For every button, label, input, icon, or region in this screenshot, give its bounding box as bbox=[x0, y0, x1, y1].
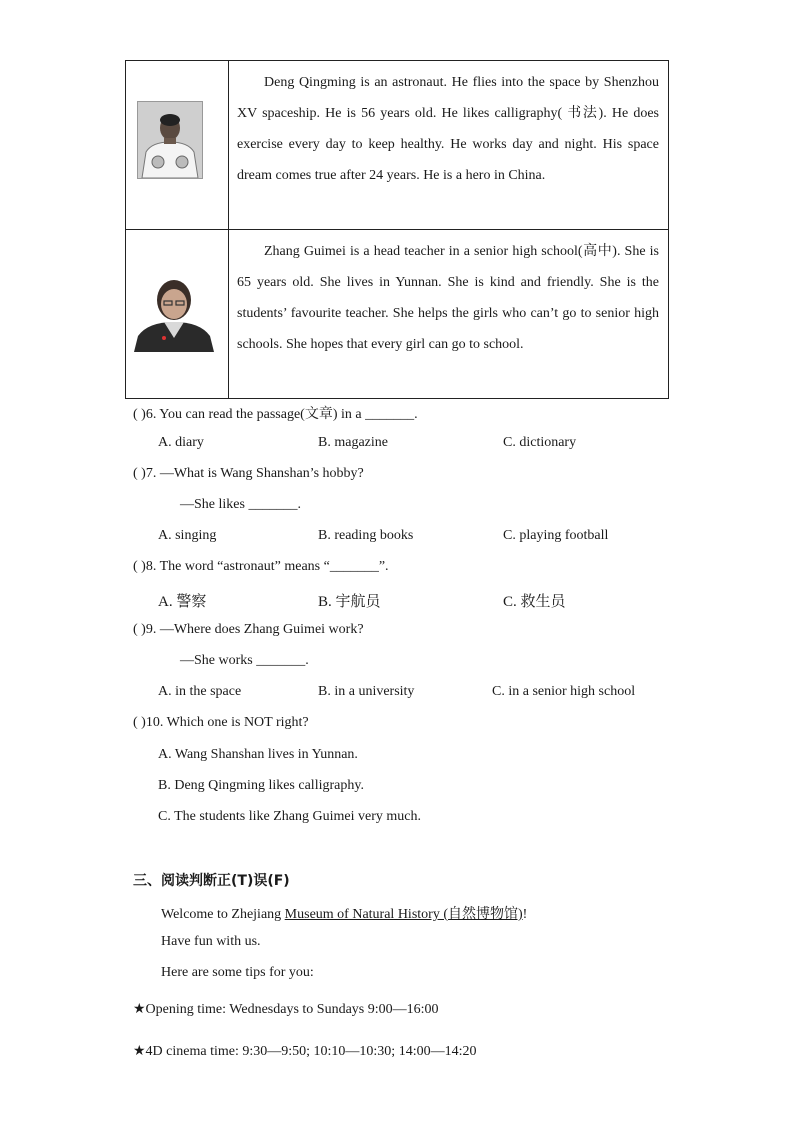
question-8-option-b[interactable]: B. 宇航员 bbox=[318, 594, 381, 610]
photo-cell bbox=[126, 61, 229, 230]
passage-zhang: Zhang Guimei is a head teacher in a senior high school(高中). She is 65 years old. She lives in Yunnan. She is kind and friendly. She is the students’ favourite teacher. She helps the girls who can’t go to senior high schools. She hopes that every girl can go to school. bbox=[237, 244, 659, 352]
tip-cinema-time: ★4D cinema time: 9:30—9:50; 10:10—10:30; 14:00—14:20 bbox=[133, 1044, 477, 1059]
question-6-option-b[interactable]: B. magazine bbox=[318, 435, 388, 450]
question-8-option-c[interactable]: C. 救生员 bbox=[503, 594, 566, 610]
question-6-option-c[interactable]: C. dictionary bbox=[503, 435, 577, 450]
question-10-option-c[interactable]: C. The students like Zhang Guimei very much. bbox=[158, 809, 421, 824]
question-10-option-b[interactable]: B. Deng Qingming likes calligraphy. bbox=[158, 778, 364, 793]
section-3-title: 三、阅读判断正(T)误(F) bbox=[133, 873, 290, 889]
question-7-option-a[interactable]: A. singing bbox=[158, 528, 217, 543]
question-9-option-a[interactable]: A. in the space bbox=[158, 684, 242, 699]
question-7-stem-2: —She likes _______. bbox=[180, 497, 301, 512]
welcome-line bbox=[161, 903, 527, 923]
photo-cell bbox=[126, 230, 229, 399]
question-9-option-b[interactable]: B. in a university bbox=[318, 684, 415, 699]
question-10-option-a[interactable]: A. Wang Shanshan lives in Yunnan. bbox=[158, 747, 358, 762]
welcome-end: ! bbox=[522, 907, 528, 922]
question-7-option-b[interactable]: B. reading books bbox=[318, 528, 414, 543]
question-9-option-c[interactable]: C. in a senior high school bbox=[492, 684, 636, 699]
teacher-photo bbox=[134, 276, 214, 352]
question-9-stem-2: —She works _______. bbox=[180, 653, 309, 668]
question-8-stem: ( )8. The word “astronaut” means “_______”. bbox=[133, 559, 389, 574]
astronaut-photo bbox=[137, 101, 203, 179]
passage-text-cell bbox=[229, 230, 669, 399]
tip-opening-time: ★Opening time: Wednesdays to Sundays 9:00—16:00 bbox=[133, 1002, 439, 1017]
passage-table bbox=[125, 60, 669, 399]
question-8-option-a[interactable]: A. 警察 bbox=[158, 594, 207, 610]
question-6-stem: ( )6. You can read the passage(文章) in a _______. bbox=[133, 407, 418, 422]
question-7-stem: ( )7. —What is Wang Shanshan’s hobby? bbox=[133, 466, 364, 481]
tips-intro-line: Here are some tips for you: bbox=[161, 965, 314, 980]
passage-row bbox=[126, 230, 669, 399]
question-7-option-c[interactable]: C. playing football bbox=[503, 528, 609, 543]
passage-row bbox=[126, 61, 669, 230]
question-10-stem: ( )10. Which one is NOT right? bbox=[133, 715, 309, 730]
museum-name: Museum of Natural History (自然博物馆) bbox=[284, 907, 523, 922]
question-6-option-a[interactable]: A. diary bbox=[158, 435, 204, 450]
welcome-text: Welcome to Zhejiang bbox=[161, 907, 285, 922]
passage-deng: Deng Qingming is an astronaut. He flies into the space by Shenzhou XV spaceship. He is 56 years old. He likes calligraphy( 书法). He does exercise every day to keep healthy. He works day and night. His space dream comes true after 24 years. He is a hero in China. bbox=[237, 75, 659, 183]
question-9-stem: ( )9. —Where does Zhang Guimei work? bbox=[133, 622, 364, 637]
passage-text-cell bbox=[229, 61, 669, 230]
have-fun-line: Have fun with us. bbox=[161, 934, 261, 949]
